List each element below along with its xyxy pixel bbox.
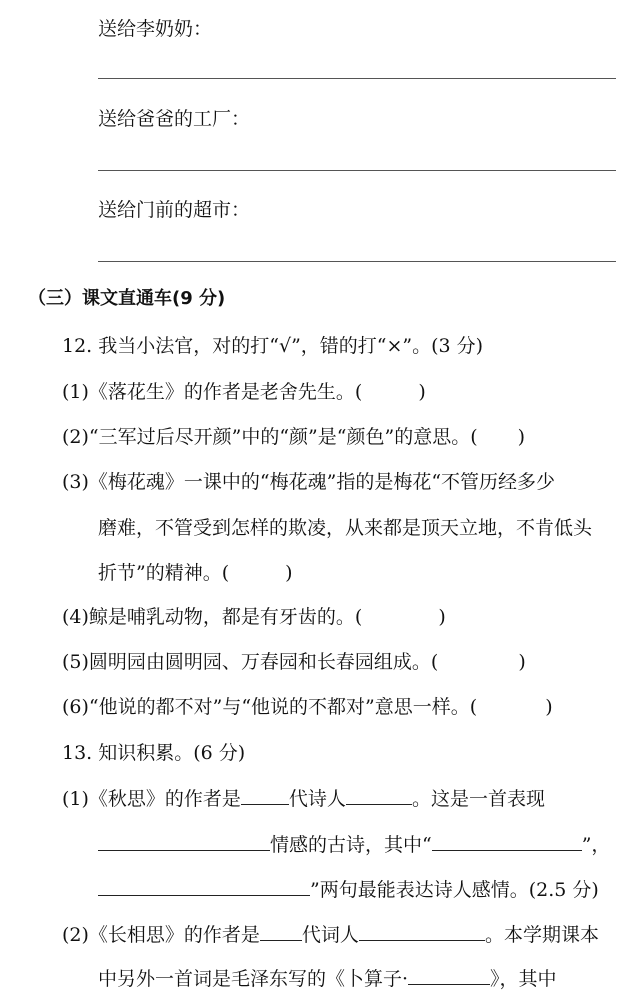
question-13-intro: 13. 知识积累。(6 分) (62, 742, 246, 764)
question-13-part-2: (2)《长相思》的作者是 代词人 。本学期课本 (62, 924, 599, 946)
fill-blank[interactable] (408, 966, 490, 985)
fill-blank[interactable] (241, 786, 289, 805)
question-13-part-2-line-2: 中另外一首词是毛泽东写的《卜算子· 》，其中 (98, 968, 557, 990)
question-12-item-4: (4)鲸是哺乳动物，都是有牙齿的。( ) (62, 606, 446, 628)
answer-line-2[interactable] (98, 170, 616, 171)
gift-label-2: 送给爸爸的工厂： (98, 108, 251, 130)
question-12-item-6: (6)“他说的都不对”与“他说的不都对”意思一样。( ) (62, 696, 553, 718)
fill-blank[interactable] (98, 877, 310, 896)
gift-label-3: 送给门前的超市： (98, 199, 251, 221)
section-title: （三）课文直通车(9 分) (28, 288, 226, 309)
question-12-item-3: (3)《梅花魂》一课中的“梅花魂”指的是梅花“不管历经多少 (62, 471, 556, 493)
answer-line-1[interactable] (98, 78, 616, 79)
question-12-item-3-end: 折节”的精神。( ) (98, 562, 293, 584)
question-13-part-1-line-3: ”两句最能表达诗人感情。(2.5 分) (98, 877, 599, 902)
fill-blank[interactable] (98, 832, 270, 851)
question-12-item-5: (5)圆明园由圆明园、万春园和长春园组成。( ) (62, 651, 526, 673)
question-13-part-1-line-2: 情感的古诗，其中“ ”， (98, 832, 610, 857)
fill-blank[interactable] (432, 832, 582, 851)
question-12-item-1: (1)《落花生》的作者是老舍先生。( ) (62, 381, 426, 403)
question-12-intro: 12. 我当小法官，对的打“√”，错的打“×”。(3 分) (62, 335, 484, 357)
fill-blank[interactable] (359, 922, 485, 941)
question-12-item-3-cont: 磨难，不管受到怎样的欺凌，从来都是顶天立地，不肯低头 (98, 517, 593, 539)
question-12-item-2: (2)“三军过后尽开颜”中的“颜”是“颜色”的意思。( ) (62, 426, 526, 448)
fill-blank[interactable] (260, 922, 302, 941)
answer-line-3[interactable] (98, 261, 616, 262)
gift-label-1: 送给李奶奶： (98, 18, 213, 40)
fill-blank[interactable] (346, 786, 412, 805)
question-13-part-1: (1)《秋思》的作者是 代诗人 。这是一首表现 (62, 788, 545, 810)
